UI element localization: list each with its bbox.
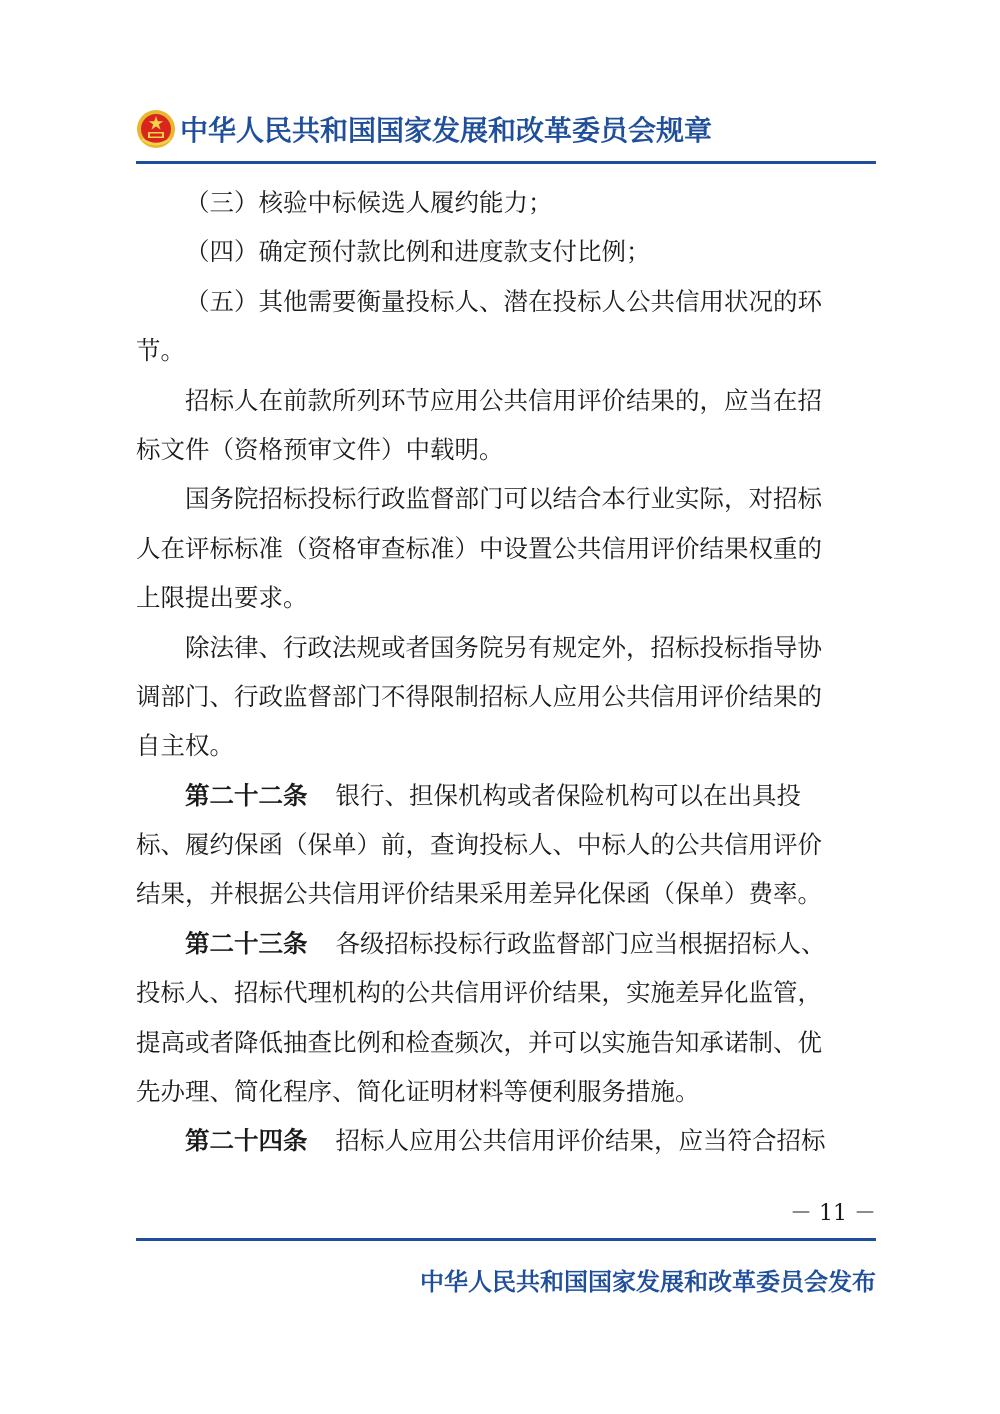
text-line: 标文件（资格预审文件）中载明。	[136, 434, 504, 464]
text-line: （三）核验中标候选人履约能力；	[185, 188, 553, 217]
article-24-label: 第二十四条	[185, 1126, 308, 1156]
article-24-line	[136, 1116, 876, 1165]
article-22-text: 银行、担保机构或者保险机构可以在出具投	[335, 780, 801, 810]
footer-publisher: 中华人民共和国国家发展和改革委员会发布	[420, 1268, 876, 1296]
footer-divider	[136, 1238, 876, 1241]
text-line: 节。	[136, 336, 185, 366]
text-line: 投标人、招标代理机构的公共信用评价结果，实施差异化监管，	[136, 978, 822, 1008]
text-line: 标、履约保函（保单）前，查询投标人、中标人的公共信用评价	[136, 830, 822, 860]
header-title: 中华人民共和国国家发展和改革委员会规章	[180, 114, 713, 147]
document-body	[136, 178, 876, 1166]
article-24-text: 招标人应用公共信用评价结果，应当符合招标	[335, 1126, 826, 1156]
text-line: 结果，并根据公共信用评价结果采用差异化保函（保单）费率。	[136, 879, 822, 909]
article-23-label: 第二十三条	[185, 928, 308, 958]
text-line: 提高或者降低抽查比例和检查频次，并可以实施告知承诺制、优	[136, 1027, 822, 1057]
article-22-label: 第二十二条	[185, 780, 308, 810]
text-line: 先办理、简化程序、简化证明材料等便利服务措施。	[136, 1077, 700, 1107]
article-23-text: 各级招标投标行政监督部门应当根据招标人、	[335, 928, 826, 958]
article-22-line	[136, 771, 876, 820]
header-divider	[136, 161, 876, 164]
national-emblem-icon	[136, 109, 176, 149]
page-header	[136, 104, 876, 154]
text-line: 调部门、行政监督部门不得限制招标人应用公共信用评价结果的	[136, 681, 822, 711]
text-line: 人在评标标准（资格审查标准）中设置公共信用评价结果权重的	[136, 533, 822, 563]
text-line: 自主权。	[136, 731, 234, 761]
page-number: － 11 －	[790, 1201, 876, 1226]
text-line: 国务院招标投标行政监督部门可以结合本行业实际，对招标	[185, 484, 822, 514]
text-line: （四）确定预付款比例和进度款支付比例；	[185, 237, 651, 267]
text-line: 上限提出要求。	[136, 583, 308, 613]
text-line: 招标人在前款所列环节应用公共信用评价结果的，应当在招	[185, 385, 822, 415]
text-line: 除法律、行政法规或者国务院另有规定外，招标投标指导协	[185, 632, 822, 662]
article-23-line	[136, 919, 876, 968]
text-line: （五）其他需要衡量投标人、潜在投标人公共信用状况的环	[185, 286, 822, 316]
